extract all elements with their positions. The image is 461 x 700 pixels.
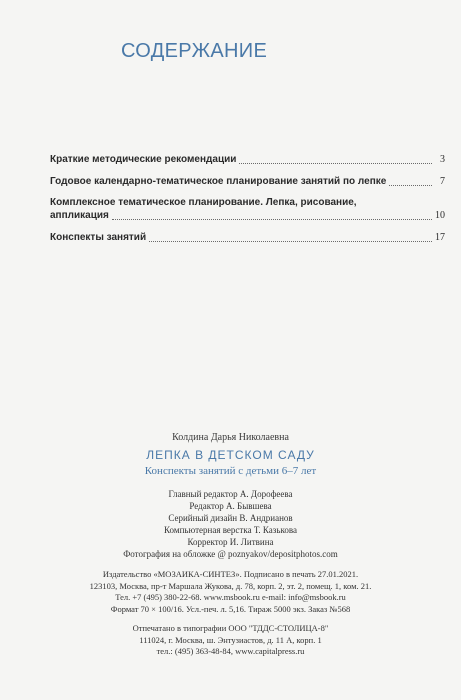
credit-line: Редактор А. Бывшева (189, 501, 272, 511)
publisher-line: 123103, Москва, пр-т Маршала Жукова, д. 78, корп. 2, эт. 2, помещ. 1, ком. 21. (89, 580, 372, 591)
credits-list (0, 488, 461, 560)
toc-page-number: 7 (440, 176, 445, 187)
toc-page-number: 3 (440, 154, 445, 165)
imprint-block (0, 432, 461, 658)
toc-leader-dots (149, 240, 432, 242)
credit-line: Главный редактор А. Дорофеева (168, 489, 293, 499)
printer-line: 111024, г. Москва, ш. Энтузиастов, д. 11 А, корп. 1 (139, 634, 322, 645)
toc-entry-title-line-1: Комплексное тематическое планирование. Лепка, рисование, (50, 197, 357, 208)
toc-page-number: 10 (435, 210, 445, 221)
credit-line: Серийный дизайн В. Андрианов (168, 513, 293, 523)
book-subtitle: Конспекты занятий с детьми 6–7 лет (144, 465, 317, 477)
toc-entry-title: Годовое календарно-тематическое планирование занятий по лепке (50, 176, 387, 187)
contents-heading: СОДЕРЖАНИЕ (121, 40, 268, 62)
book-title: ЛЕПКА В ДЕТСКОМ САДУ (146, 448, 315, 462)
printer-line: тел.: (495) 363-48-84, www.capitalpress.ru (156, 646, 305, 656)
toc-entry (50, 196, 445, 222)
toc-entry (50, 231, 445, 244)
toc-entry (50, 153, 445, 166)
toc-leader-dots (239, 162, 432, 164)
toc-entry-title: Краткие методические рекомендации (50, 154, 237, 165)
toc-entry-title: Конспекты занятий (50, 232, 147, 243)
credit-line: Компьютерная верстка Т. Казькова (163, 525, 297, 535)
publisher-line: Формат 70 × 100/16. Усл.-печ. л. 5,16. Тираж 5000 экз. Заказ №568 (110, 603, 351, 614)
credit-line: Корректор И. Литвина (187, 537, 274, 547)
printer-line: Отпечатано в типографии ООО "ТДДС-СТОЛИЦА-8" (132, 623, 329, 633)
toc-leader-dots (112, 218, 432, 220)
author-name: Колдина Дарья Николаевна (172, 432, 289, 443)
publisher-line: Издательство «МОЗАИКА-СИНТЕЗ». Подписано в печать 27.01.2021. (102, 569, 359, 579)
toc-page-number: 17 (435, 232, 445, 243)
printer-info (0, 623, 461, 658)
toc-entry (50, 175, 445, 188)
toc-leader-dots (389, 184, 432, 186)
credit-line: Фотография на обложке @ poznyakov/depositphotos.com (123, 549, 338, 559)
toc-entry-title-line-2: аппликация (50, 210, 109, 221)
publisher-info (0, 569, 461, 615)
publisher-line: Тел. +7 (495) 380-22-68. www.msbook.ru e-mail: info@msbook.ru (115, 592, 346, 602)
